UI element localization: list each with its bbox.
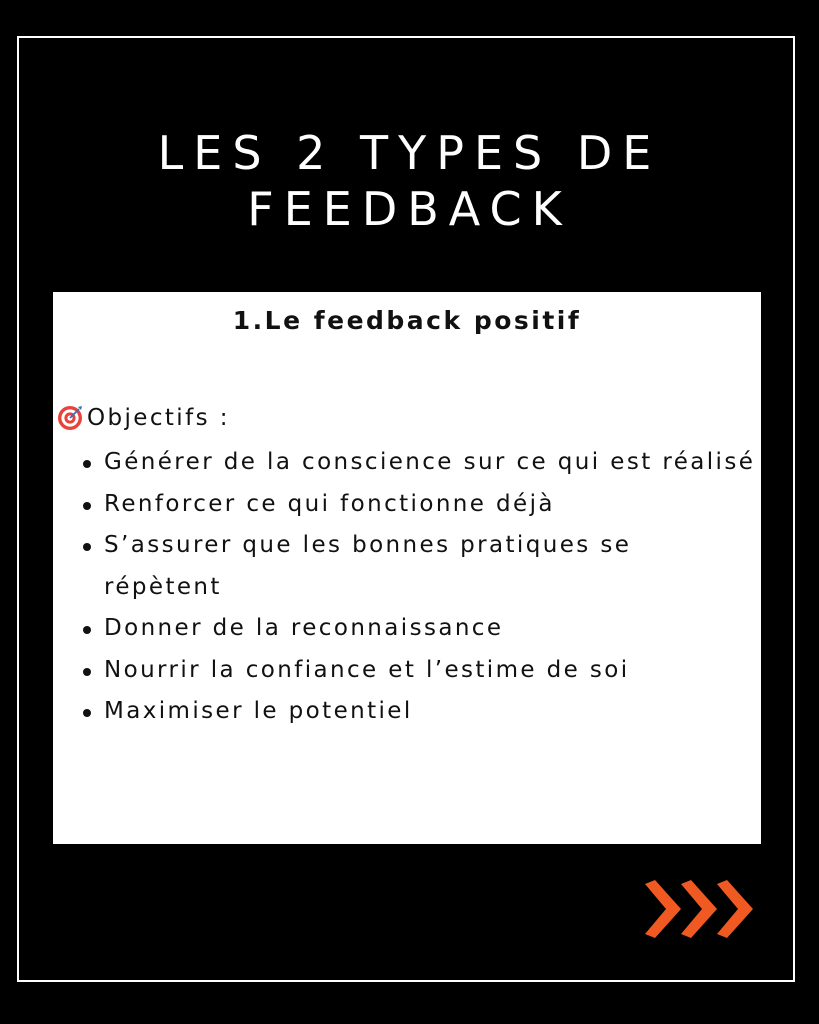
list-item: Renforcer ce qui fonctionne déjà [57, 484, 757, 526]
title-line-1: LES 2 TYPES DE [157, 126, 662, 180]
objectives-label: Objectifs : [87, 405, 230, 431]
list-item: Nourrir la confiance et l’estime de soi [57, 650, 757, 692]
triple-chevron-right-icon[interactable] [645, 880, 757, 938]
target-icon [57, 405, 83, 431]
list-item: S’assurer que les bonnes pratiques se répètent [57, 525, 757, 608]
objectives-list [57, 442, 757, 733]
list-item: Donner de la reconnaissance [57, 608, 757, 650]
list-item: Générer de la conscience sur ce qui est réalisé [57, 442, 757, 484]
title-line-2: FEEDBACK [247, 182, 572, 236]
objectives-header [57, 400, 757, 436]
objectives-section [57, 400, 757, 733]
card-heading: 1.Le feedback positif [232, 306, 582, 335]
page-title [0, 125, 819, 237]
content-card [53, 292, 761, 844]
list-item: Maximiser le potentiel [57, 691, 757, 733]
